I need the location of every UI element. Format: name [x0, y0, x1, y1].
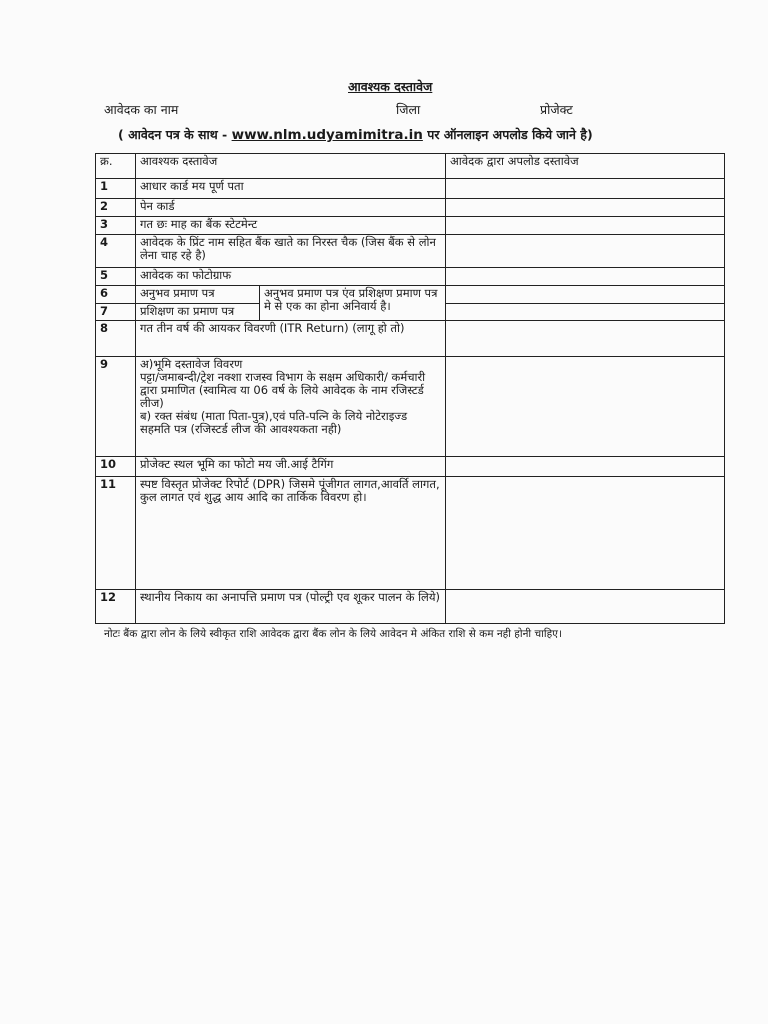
land-docs-detail: पट्टा/जमाबन्दी/ट्रेश नक्शा राजस्व विभाग के सक्षम अधिकारी/ कर्मचारी द्वारा प्रमाणित (स्वामित्व या 06 वर्ष के लिये आवेदक के नाम रजिस्टर्ड लीज) — [140, 370, 426, 410]
row-number: 7 — [96, 304, 136, 321]
upload-cell[interactable] — [446, 321, 725, 357]
applicant-name-label: आवेदक का नाम — [104, 102, 179, 117]
table-row — [96, 590, 725, 624]
upload-cell[interactable] — [446, 477, 725, 590]
header-document: आवश्यक दस्तावेज — [136, 154, 446, 179]
table-row — [96, 235, 725, 268]
header-upload: आवेदक द्वारा अपलोड दस्तावेज — [446, 154, 725, 179]
row-number: 2 — [96, 199, 136, 217]
upload-cell[interactable] — [446, 235, 725, 268]
row-document: स्पष्ट विस्तृत प्रोजेक्ट रिपोर्ट (DPR) जिसमे पूंजीगत लागत,आवर्ति लागत, कुल लागत एवं शुद्ध आय आदि का तार्किक विवरण हो। — [136, 477, 446, 590]
instruction-prefix: ( आवेदन पत्र के साथ - — [118, 127, 232, 142]
table-header-row — [96, 154, 725, 179]
row-number: 1 — [96, 179, 136, 199]
project-label: प्रोजेक्ट — [540, 102, 573, 117]
merged-note-6-7: अनुभव प्रमाण पत्र एंव प्रशिक्षण प्रमाण पत्र मे से एक का होना अनिवार्य है। — [260, 286, 446, 321]
row-document: प्रोजेक्ट स्थल भूमि का फोटो मय जी.आई टैगिंग — [136, 457, 446, 477]
row-number: 4 — [96, 235, 136, 268]
upload-cell[interactable] — [446, 179, 725, 199]
row-document: आधार कार्ड मय पूर्ण पता — [136, 179, 446, 199]
upload-cell[interactable] — [446, 590, 725, 624]
row-document: पेन कार्ड — [136, 199, 446, 217]
table-row — [96, 477, 725, 590]
instruction-suffix: पर ऑनलाइन अपलोड किये जाने है) — [427, 127, 593, 142]
row-document: अनुभव प्रमाण पत्र — [136, 286, 260, 304]
row-number: 6 — [96, 286, 136, 304]
row-number: 3 — [96, 217, 136, 235]
row-document: आवेदक का फोटोग्राफ — [136, 268, 446, 286]
row-number: 12 — [96, 590, 136, 624]
footnote: नोटः बैंक द्वारा लोन के लिये स्वीकृत राशि आवेदक द्वारा बैंक लोन के लिये आवेदन मे अंकित राशि से कम नही होनी चाहिए। — [104, 628, 562, 640]
upload-cell[interactable] — [446, 217, 725, 235]
document-title: आवश्यक दस्तावेज — [348, 79, 433, 94]
table-row — [96, 286, 725, 304]
row-number: 9 — [96, 357, 136, 457]
upload-cell[interactable] — [446, 268, 725, 286]
row-number: 5 — [96, 268, 136, 286]
upload-instruction — [118, 126, 593, 143]
table-row — [96, 199, 725, 217]
land-docs-heading: अ)भूमि दस्तावेज विवरण — [140, 357, 243, 371]
upload-cell[interactable] — [446, 457, 725, 477]
portal-url: www.nlm.udyamimitra.in — [231, 127, 423, 143]
row-document: स्थानीय निकाय का अनापत्ति प्रमाण पत्र (पोल्ट्री एव शूकर पालन के लिये) — [136, 590, 446, 624]
row-document: प्रशिक्षण का प्रमाण पत्र — [136, 304, 260, 321]
table-row — [96, 217, 725, 235]
row-number: 11 — [96, 477, 136, 590]
row-number: 8 — [96, 321, 136, 357]
row-document: गत छः माह का बैंक स्टेटमेन्ट — [136, 217, 446, 235]
district-label: जिला — [396, 102, 421, 117]
blood-relation-note: ब) रक्त संबंध (माता पिता-पुत्र),एवं पति-पत्नि के लिये नोटेराइज्ड सहमति पत्र (रजिस्टर्ड लीज की आवश्यकता नही) — [140, 409, 408, 436]
table-row — [96, 179, 725, 199]
row-number: 10 — [96, 457, 136, 477]
row-document — [136, 357, 446, 457]
table-row — [96, 268, 725, 286]
row-document: आवेदक के प्रिंट नाम सहित बैंक खाते का निरस्त चैक (जिस बैंक से लोन लेना चाह रहे है) — [136, 235, 446, 268]
header-serial: क्र. — [96, 154, 136, 179]
row-document: गत तीन वर्ष की आयकर विवरणी (ITR Return) (लागू हो तो) — [136, 321, 446, 357]
upload-cell[interactable] — [446, 199, 725, 217]
upload-cell[interactable] — [446, 357, 725, 457]
upload-cell[interactable] — [446, 286, 725, 304]
table-row — [96, 321, 725, 357]
table-row — [96, 357, 725, 457]
documents-table — [95, 153, 725, 624]
upload-cell[interactable] — [446, 304, 725, 321]
table-row — [96, 457, 725, 477]
